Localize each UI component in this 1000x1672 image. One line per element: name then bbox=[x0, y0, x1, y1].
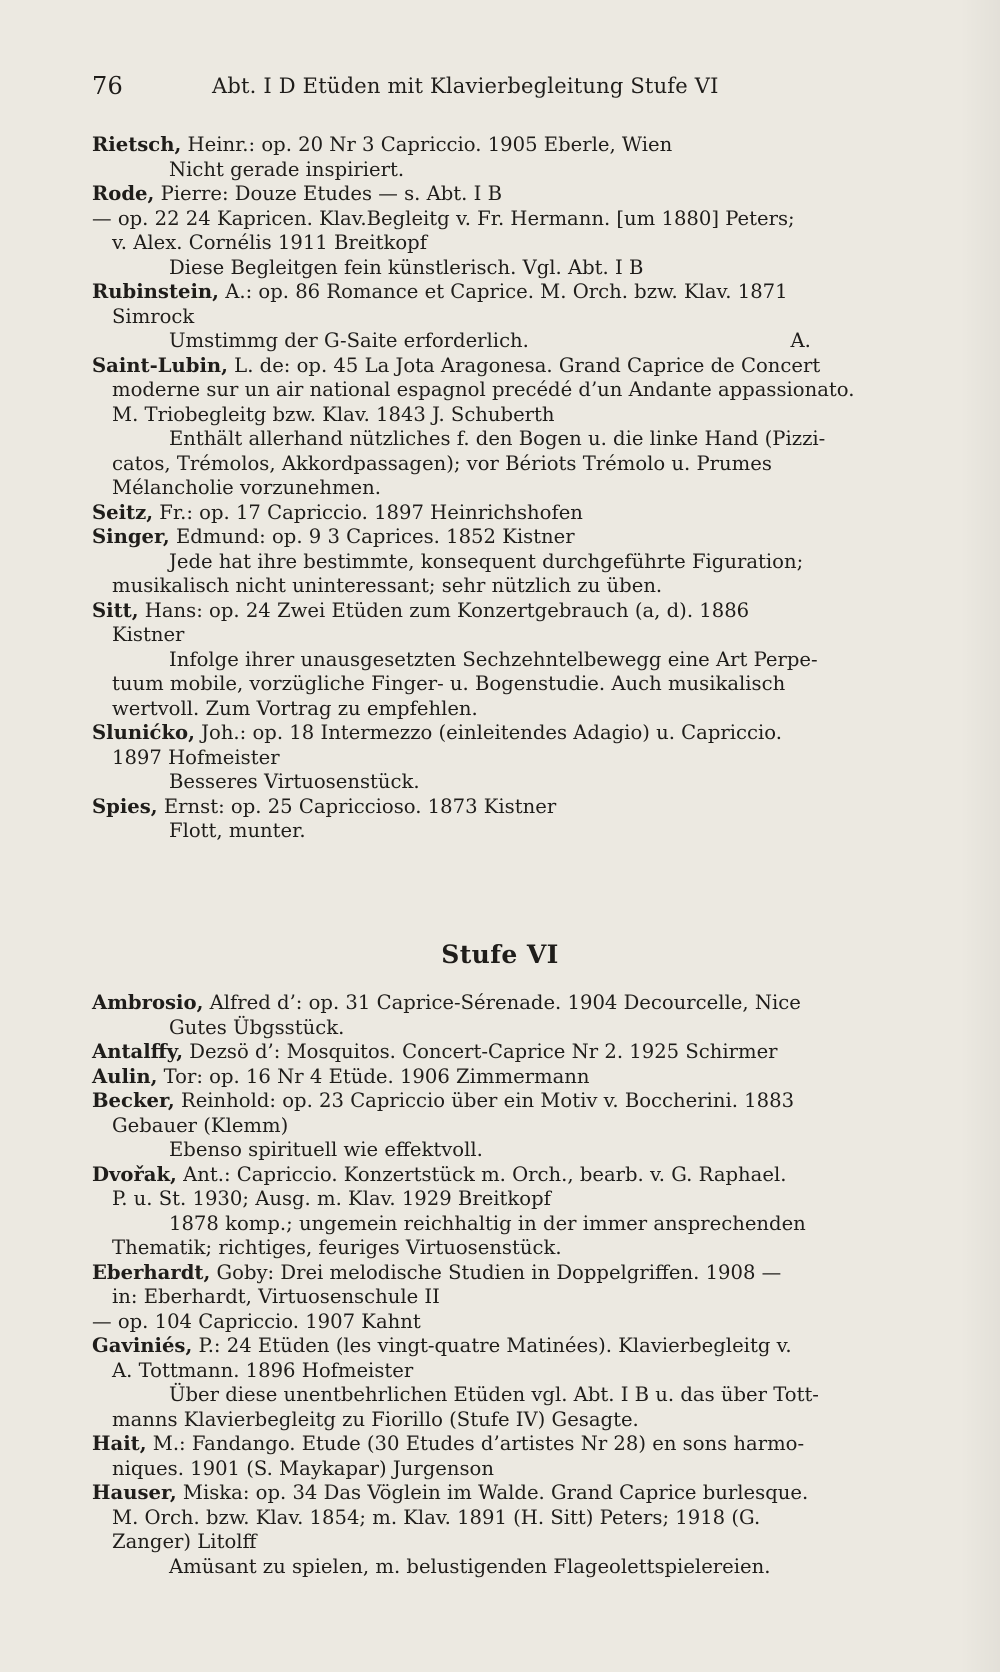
text-line bbox=[92, 1040, 924, 1065]
entry-composer-name: Becker, bbox=[92, 1089, 175, 1112]
text-line bbox=[92, 525, 924, 550]
line-text: Gutes Übgsstück. bbox=[169, 1015, 345, 1039]
line-text: Ernst: op. 25 Capriccioso. 1873 Kistner bbox=[157, 794, 557, 818]
text-line bbox=[92, 1555, 924, 1580]
text-line bbox=[92, 329, 924, 354]
text-line bbox=[92, 1016, 924, 1041]
text-line bbox=[92, 623, 924, 648]
text-line bbox=[92, 819, 924, 844]
text-line bbox=[92, 1212, 924, 1237]
text-line bbox=[92, 256, 924, 281]
line-text: P. u. St. 1930; Ausg. m. Klav. 1929 Breitkopf bbox=[112, 1187, 551, 1210]
line-text: L. de: op. 45 La Jota Aragonesa. Grand Caprice de Concert bbox=[227, 353, 821, 377]
line-text: Simrock bbox=[112, 304, 195, 328]
line-text: Thematik; richtiges, feuriges Virtuosenstück. bbox=[112, 1236, 562, 1259]
text-line bbox=[92, 182, 924, 207]
line-text: catos, Trémolos, Akkordpassagen); vor Bériots Trémolo u. Prumes bbox=[112, 451, 772, 475]
text-line bbox=[92, 1261, 924, 1286]
text-line bbox=[92, 158, 924, 183]
line-text: wertvoll. Zum Vortrag zu empfehlen. bbox=[112, 696, 478, 720]
line-text: Mélancholie vorzunehmen. bbox=[112, 476, 382, 499]
text-line bbox=[92, 648, 924, 673]
entry-composer-name: Eberhardt, bbox=[92, 1260, 211, 1284]
text-line bbox=[92, 1506, 924, 1531]
line-text: A.: op. 86 Romance et Caprice. M. Orch. bzw. Klav. 1871 bbox=[218, 280, 788, 303]
line-text: 1878 komp.; ungemein reichhaltig in der immer ansprechenden bbox=[169, 1211, 806, 1235]
line-text: Ebenso spirituell wie effektvoll. bbox=[169, 1138, 483, 1161]
line-text: Gebauer (Klemm) bbox=[112, 1113, 289, 1137]
line-text: Pierre: Douze Etudes — s. Abt. I B bbox=[154, 182, 502, 205]
line-text: Enthält allerhand nützliches f. den Bogen u. die linke Hand (Pizzi- bbox=[169, 427, 826, 450]
text-line bbox=[92, 1383, 924, 1408]
text-line bbox=[92, 1432, 924, 1457]
line-text: A. Tottmann. 1896 Hofmeister bbox=[112, 1358, 414, 1382]
page-edge-shadow bbox=[960, 0, 1000, 1672]
line-text: moderne sur un air national espagnol precédé d’un Andante appassionato. bbox=[112, 378, 855, 401]
line-text: Jede hat ihre bestimmte, konsequent durchgeführte Figuration; bbox=[169, 549, 804, 573]
text-line bbox=[92, 476, 924, 501]
entry-composer-name: Rode, bbox=[92, 182, 155, 205]
line-text: Zanger) Litolff bbox=[112, 1530, 257, 1553]
entry-composer-name: Ambrosio, bbox=[92, 991, 204, 1014]
line-text: Kistner bbox=[112, 623, 185, 646]
text-line bbox=[92, 1065, 924, 1090]
line-text: Joh.: op. 18 Intermezzo (einleitendes Adagio) u. Capriccio. bbox=[194, 721, 782, 744]
line-text: P.: 24 Etüden (les vingt-quatre Matinées). Klavierbegleitg v. bbox=[192, 1334, 792, 1357]
text-line bbox=[92, 452, 924, 477]
line-text: v. Alex. Cornélis 1911 Breitkopf bbox=[112, 231, 427, 254]
entry-composer-name: Rubinstein, bbox=[92, 280, 219, 303]
line-text: musikalisch nicht uninteressant; sehr nützlich zu üben. bbox=[112, 574, 663, 597]
entry-composer-name: Sitt, bbox=[92, 598, 139, 622]
line-text: Hans: op. 24 Zwei Etüden zum Konzertgebrauch (a, d). 1886 bbox=[138, 598, 750, 622]
text-line bbox=[92, 721, 924, 746]
line-text: Goby: Drei melodische Studien in Doppelgriffen. 1908 — bbox=[210, 1260, 782, 1284]
entry-composer-name: Singer, bbox=[92, 525, 170, 548]
text-line bbox=[92, 1408, 924, 1433]
entry-composer-name: Slunićko, bbox=[92, 721, 195, 744]
text-line bbox=[92, 1457, 924, 1482]
text-line bbox=[92, 1530, 924, 1555]
entry-composer-name: Gaviniés, bbox=[92, 1334, 193, 1357]
running-title: Abt. I D Etüden mit Klavierbegleitung Stufe VI bbox=[212, 74, 719, 98]
entry-composer-name: Seitz, bbox=[92, 500, 154, 524]
text-line bbox=[92, 1310, 924, 1335]
text-line bbox=[92, 280, 924, 305]
text-line bbox=[92, 1285, 924, 1310]
entry-composer-name: Antalffy, bbox=[92, 1040, 184, 1063]
lower-entries bbox=[92, 991, 924, 1579]
text-line bbox=[92, 1236, 924, 1261]
entry-composer-name: Aulin, bbox=[92, 1064, 158, 1088]
text-line bbox=[92, 403, 924, 428]
text-line bbox=[92, 1138, 924, 1163]
line-text: Fr.: op. 17 Capriccio. 1897 Heinrichshofen bbox=[153, 500, 583, 524]
text-line bbox=[92, 1359, 924, 1384]
line-text: Edmund: op. 9 3 Caprices. 1852 Kistner bbox=[169, 525, 575, 548]
text-line bbox=[92, 697, 924, 722]
line-text: Reinhold: op. 23 Capriccio über ein Motiv v. Boccherini. 1883 bbox=[174, 1089, 795, 1112]
line-text: M.: Fandango. Etude (30 Etudes d’artistes Nr 28) en sons harmo- bbox=[146, 1432, 805, 1455]
entry-composer-name: Dvořak, bbox=[92, 1162, 177, 1186]
text-line bbox=[92, 1187, 924, 1212]
text-line bbox=[92, 1114, 924, 1139]
entry-composer-name: Hait, bbox=[92, 1432, 147, 1455]
line-text: Ant.: Capriccio. Konzertstück m. Orch., bearb. v. G. Raphael. bbox=[176, 1162, 787, 1186]
line-text: Diese Begleitgen fein künstlerisch. Vgl. Abt. I B bbox=[169, 255, 644, 279]
line-text: Umstimmg der G-Saite erforderlich. A. bbox=[169, 329, 811, 352]
line-text: Tor: op. 16 Nr 4 Etüde. 1906 Zimmermann bbox=[157, 1064, 590, 1088]
text-line bbox=[92, 574, 924, 599]
text-line bbox=[92, 133, 924, 158]
entry-composer-name: Rietsch, bbox=[92, 133, 182, 156]
text-line bbox=[92, 795, 924, 820]
line-text: tuum mobile, vorzügliche Finger- u. Bogenstudie. Auch musikalisch bbox=[112, 672, 786, 695]
line-text: Infolge ihrer unausgesetzten Sechzehntelbewegg eine Art Perpe- bbox=[169, 647, 818, 671]
line-text: Miska: op. 34 Das Vöglein im Walde. Grand Caprice burlesque. bbox=[176, 1481, 809, 1504]
line-text: 1897 Hofmeister bbox=[112, 745, 280, 769]
page-number: 76 bbox=[92, 72, 123, 100]
text-line bbox=[92, 599, 924, 624]
line-text: — op. 104 Capriccio. 1907 Kahnt bbox=[92, 1309, 421, 1333]
upper-entries bbox=[92, 133, 924, 844]
line-text: Besseres Virtuosenstück. bbox=[169, 770, 420, 793]
text-line bbox=[92, 1334, 924, 1359]
text-line bbox=[92, 427, 924, 452]
line-text: Alfred d’: op. 31 Caprice-Sérenade. 1904 Decourcelle, Nice bbox=[203, 991, 801, 1014]
text-line bbox=[92, 991, 924, 1016]
text-line bbox=[92, 305, 924, 330]
text-line bbox=[92, 1481, 924, 1506]
text-line bbox=[92, 550, 924, 575]
line-text: in: Eberhardt, Virtuosenschule II bbox=[112, 1285, 440, 1308]
line-text: — op. 22 24 Kapricen. Klav.Begleitg v. Fr. Hermann. [um 1880] Peters; bbox=[92, 206, 795, 230]
line-text: manns Klavierbegleitg zu Fiorillo (Stufe IV) Gesagte. bbox=[112, 1407, 639, 1431]
section-heading: Stufe VI bbox=[441, 940, 559, 969]
text-line bbox=[92, 501, 924, 526]
entry-composer-name: Saint-Lubin, bbox=[92, 353, 228, 377]
text-line bbox=[92, 231, 924, 256]
text-line bbox=[92, 1163, 924, 1188]
line-text: Dezsö d’: Mosquitos. Concert-Caprice Nr 2. 1925 Schirmer bbox=[183, 1040, 778, 1063]
line-text: Flott, munter. bbox=[169, 819, 306, 842]
text-line bbox=[92, 1089, 924, 1114]
text-line bbox=[92, 378, 924, 403]
text-line bbox=[92, 770, 924, 795]
line-text: niques. 1901 (S. Maykapar) Jurgenson bbox=[112, 1456, 494, 1480]
text-line bbox=[92, 207, 924, 232]
entry-composer-name: Hauser, bbox=[92, 1481, 177, 1504]
line-text: Über diese unentbehrlichen Etüden vgl. Abt. I B u. das über Tott- bbox=[169, 1383, 819, 1406]
text-line bbox=[92, 746, 924, 771]
line-text: Nicht gerade inspiriert. bbox=[169, 157, 405, 181]
text-line bbox=[92, 672, 924, 697]
text-line bbox=[92, 354, 924, 379]
entry-composer-name: Spies, bbox=[92, 794, 158, 818]
line-text: Heinr.: op. 20 Nr 3 Capriccio. 1905 Eberle, Wien bbox=[181, 133, 673, 156]
line-text: Amüsant zu spielen, m. belustigenden Flageolettspielereien. bbox=[169, 1554, 771, 1578]
line-text: M. Orch. bzw. Klav. 1854; m. Klav. 1891 (H. Sitt) Peters; 1918 (G. bbox=[112, 1505, 761, 1529]
line-text: M. Triobegleitg bzw. Klav. 1843 J. Schuberth bbox=[112, 402, 555, 426]
